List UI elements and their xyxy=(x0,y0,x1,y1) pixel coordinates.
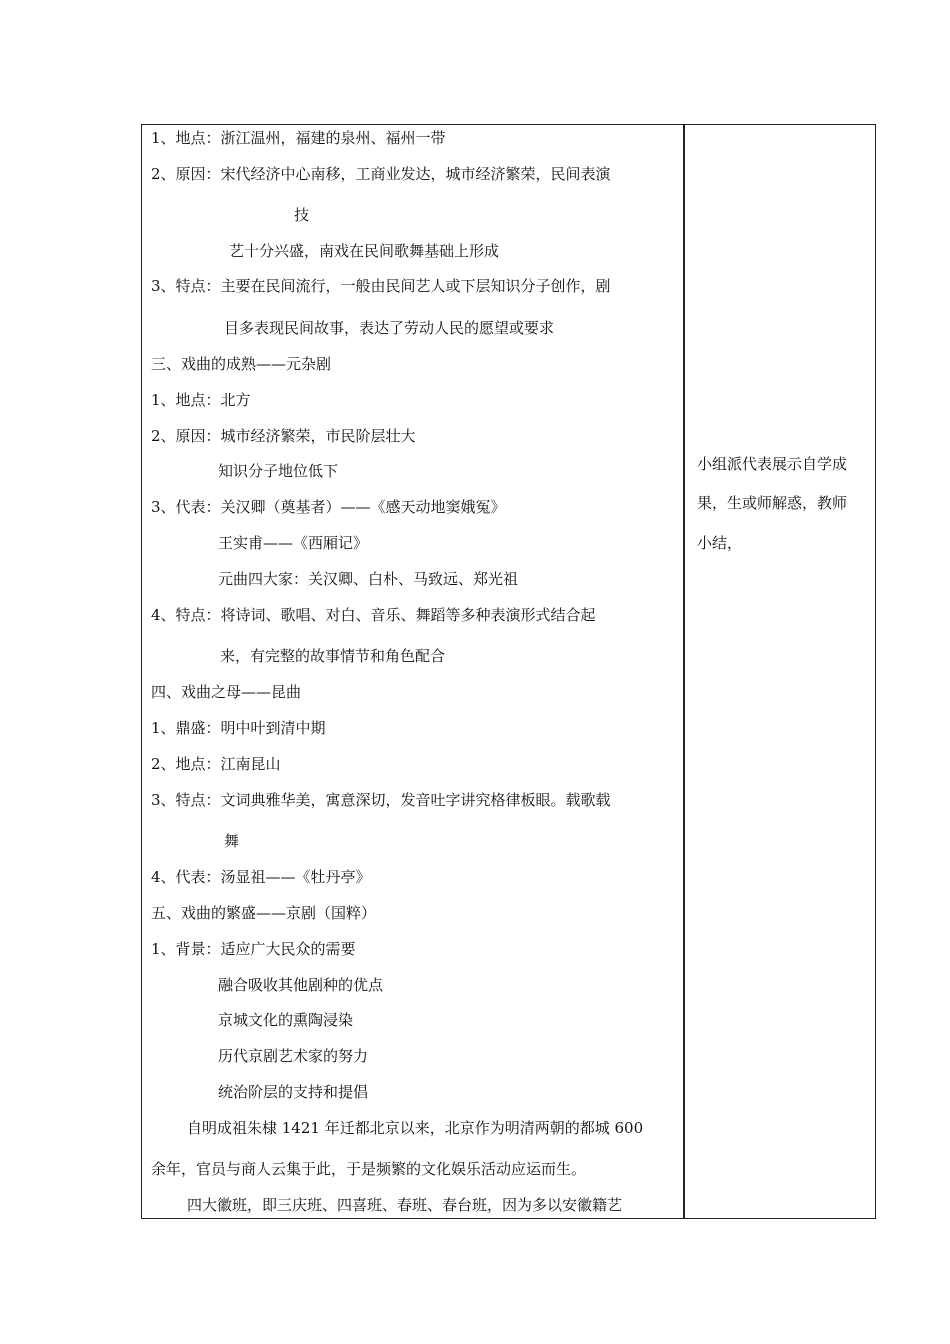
text-line: 2、地点：江南昆山 xyxy=(151,755,281,773)
text-line: 2、原因：宋代经济中心南移，工商业发达，城市经济繁荣，民间表演 xyxy=(151,165,611,183)
text-line: 王实甫——《西厢记》 xyxy=(218,534,369,552)
text-line: 1、鼎盛：明中叶到清中期 xyxy=(151,719,326,737)
text-line: 3、特点：主要在民间流行，一般由民间艺人或下层知识分子创作，剧 xyxy=(151,277,611,295)
activity-note: 小结， xyxy=(697,534,743,552)
text-line: 1、地点：浙江温州，福建的泉州、福州一带 xyxy=(151,129,446,147)
text-line: 1、地点：北方 xyxy=(151,391,251,409)
paragraph-line: 四大徽班，即三庆班、四喜班、春班、春台班，因为多以安徽籍艺 xyxy=(187,1196,623,1214)
activity-note: 小组派代表展示自学成 xyxy=(697,455,848,473)
section-heading: 四、戏曲之母——昆曲 xyxy=(151,683,302,701)
text-line: 舞 xyxy=(224,832,240,850)
paragraph-line: 余年，官员与商人云集于此，于是频繁的文化娱乐活动应运而生。 xyxy=(151,1160,587,1178)
text-line: 来，有完整的故事情节和角色配合 xyxy=(220,647,446,665)
text-line: 知识分子地位低下 xyxy=(218,462,339,480)
text-line: 3、代表：关汉卿（奠基者）——《感天动地窦娥冤》 xyxy=(151,498,506,516)
text-line: 3、特点：文词典雅华美，寓意深切，发音吐字讲究格律板眼。载歌载 xyxy=(151,791,611,809)
text-line: 4、特点：将诗词、歌唱、对白、音乐、舞蹈等多种表演形式结合起 xyxy=(151,606,596,624)
section-heading: 三、戏曲的成熟——元杂剧 xyxy=(151,355,332,373)
text-line: 艺十分兴盛，南戏在民间歌舞基础上形成 xyxy=(229,242,500,260)
paragraph-line: 自明成祖朱棣 1421 年迁都北京以来，北京作为明清两朝的都城 600 xyxy=(187,1119,644,1137)
text-line: 4、代表：汤显祖——《牡丹亭》 xyxy=(151,868,371,886)
column-divider xyxy=(683,124,685,1219)
text-line: 统治阶层的支持和提倡 xyxy=(218,1083,369,1101)
activity-note: 果，生或师解惑，教师 xyxy=(697,494,848,512)
section-heading: 五、戏曲的繁盛——京剧（国粹） xyxy=(151,904,377,922)
text-line: 2、原因：城市经济繁荣，市民阶层壮大 xyxy=(151,427,416,445)
text-line: 技 xyxy=(294,206,310,224)
text-line: 目多表现民间故事，表达了劳动人民的愿望或要求 xyxy=(224,319,555,337)
text-line: 历代京剧艺术家的努力 xyxy=(218,1047,369,1065)
text-line: 1、背景：适应广大民众的需要 xyxy=(151,940,356,958)
text-line: 京城文化的熏陶浸染 xyxy=(218,1011,354,1029)
text-line: 元曲四大家：关汉卿、白朴、马致远、郑光祖 xyxy=(218,570,519,588)
text-line: 融合吸收其他剧种的优点 xyxy=(218,976,384,994)
